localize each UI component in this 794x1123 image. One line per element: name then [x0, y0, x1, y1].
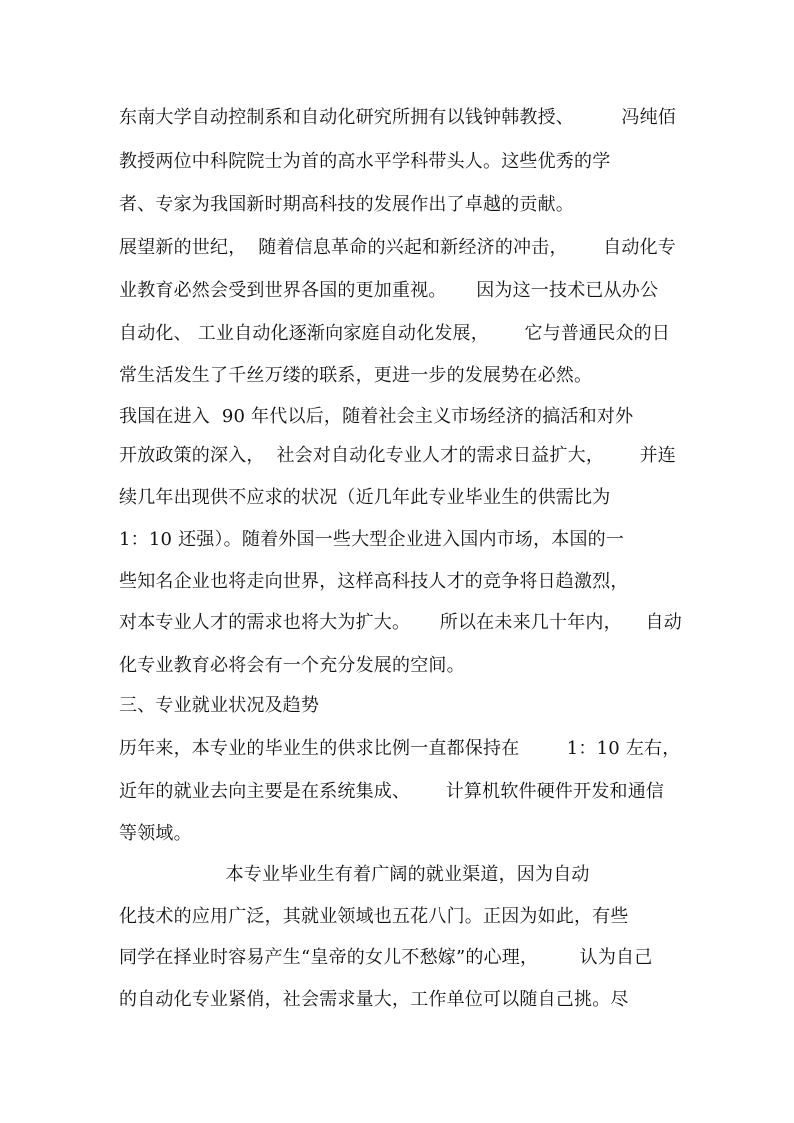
text-line-20: 化技术的应用广泛，其就业领域也五花八门。正因为如此，有些: [119, 906, 629, 927]
text-line-16: 历年来，本专业的毕业生的供求比例一直都保持在 1：10 左右，: [119, 738, 681, 759]
text-line-18: 等领域。: [119, 823, 192, 844]
text-line-2: 教授两位中科院院士为首的高水平学科带头人。这些优秀的学: [119, 151, 611, 172]
text-line-13: 对本专业人才的需求也将大为扩大。 所以在未来几十年内， 自动: [119, 612, 682, 633]
text-line-21: 同学在择业时容易产生“皇帝的女儿不愁嫁”的心理， 认为自己: [119, 947, 653, 968]
text-line-12: 些知名企业也将走向世界，这样高科技人才的竞争将日趋激烈，: [119, 571, 629, 592]
text-line-22: 的自动化专业紧俏，社会需求量大，工作单位可以随自己挑。尽: [119, 989, 629, 1010]
text-line-9: 开放政策的深入， 社会对自动化专业人才的需求日益扩大， 并连: [119, 445, 676, 466]
text-line-3: 者、专家为我国新时期高科技的发展作出了卓越的贡献。: [119, 194, 574, 215]
text-line-5: 业教育必然会受到世界各国的更加重视。 因为这一技术已从办公: [119, 280, 659, 301]
text-line-4: 展望新的世纪， 随着信息革命的兴起和新经济的冲击， 自动化专: [119, 237, 676, 258]
text-line-7: 常生活发生了千丝万缕的联系，更进一步的发展势在必然。: [119, 365, 593, 386]
text-line-6: 自动化、 工业自动化逐渐向家庭自动化发展， 它与普通民众的日: [119, 323, 671, 344]
text-line-17: 近年的就业去向主要是在系统集成、 计算机软件硬件开发和通信: [119, 781, 665, 802]
text-line-19: 本专业毕业生有着广阔的就业渠道，因为自动: [119, 864, 590, 885]
text-line-8: 我国在进入 90 年代以后，随着社会主义市场经济的搞活和对外: [119, 406, 634, 427]
text-line-10: 续几年出现供不应求的状况（近几年此专业毕业生的供需比为: [119, 487, 611, 508]
text-line-1: 东南大学自动控制系和自动化研究所拥有以钱钟韩教授、 冯纯佰: [119, 107, 676, 128]
text-line-11: 1：10 还强）。随着外国一些大型企业进入国内市场，本国的一: [119, 529, 625, 550]
section-heading: 三、专业就业状况及趋势: [119, 695, 320, 716]
text-line-14: 化专业教育必将会有一个充分发展的空间。: [119, 655, 465, 676]
